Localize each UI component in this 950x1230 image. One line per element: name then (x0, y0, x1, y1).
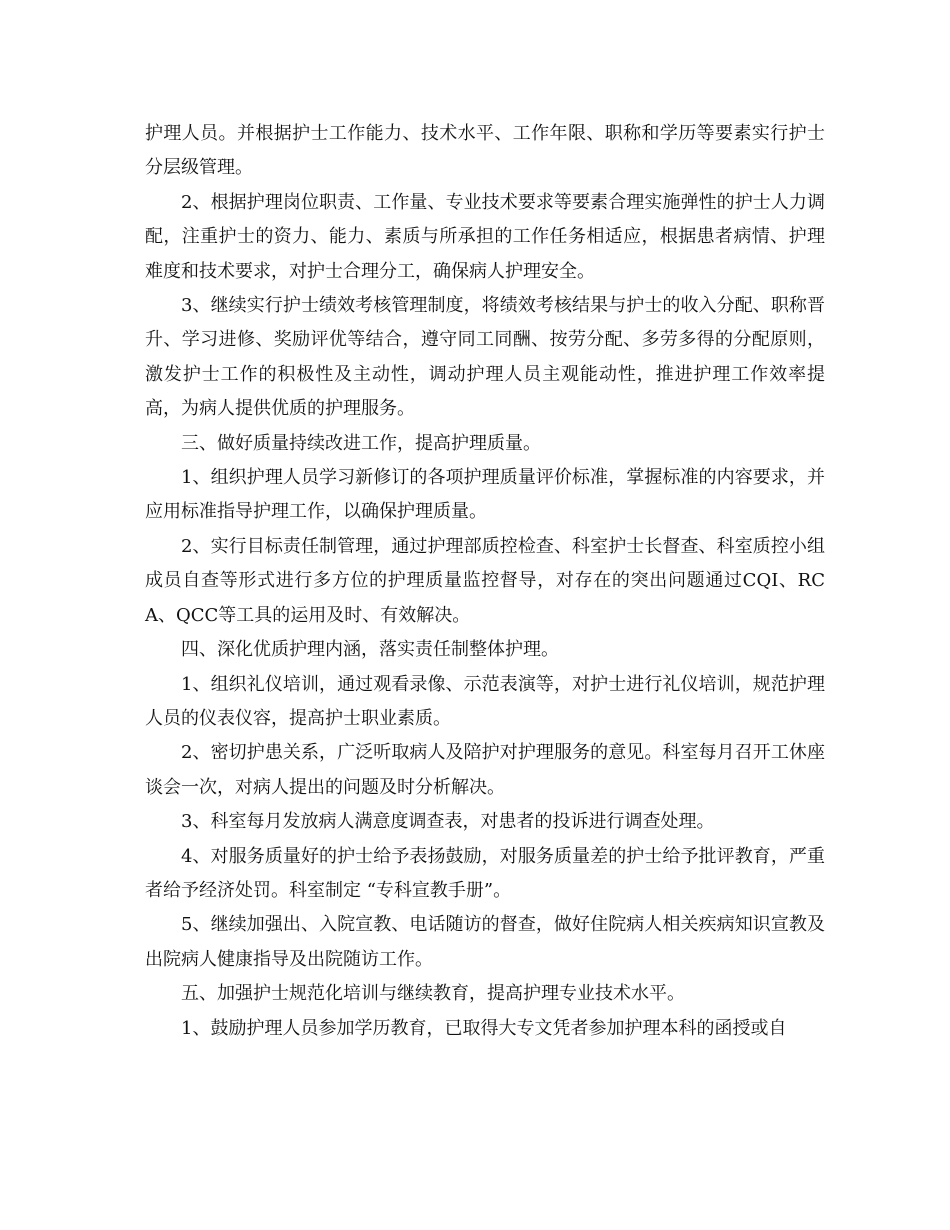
section-heading: 三、做好质量持续改进工作，提高护理质量。 (181, 432, 541, 454)
paragraph: 2、实行目标责任制管理，通过护理部质控检查、科室护士长督查、科室质控小组成员自查等形式进行多方位的护理质量监控督导，对存在的突出问题通过CQI、RCA、QCC等工具的运用及时、有效解决。 (145, 535, 825, 626)
section-heading: 四、深化优质护理内涵，落实责任制整体护理。 (181, 639, 559, 661)
paragraph: 1、组织礼仪培训，通过观看录像、示范表演等，对护士进行礼仪培训，规范护理人员的仪表仪容，提高护士职业素质。 (145, 673, 825, 729)
paragraph: 4、对服务质量好的护士给予表扬鼓励，对服务质量差的护士给予批评教育，严重者给予经济处罚。科室制定 “专科宣教手册”。 (145, 845, 825, 901)
paragraph: 2、根据护理岗位职责、工作量、专业技术要求等要素合理实施弹性的护士人力调配，注重护士的资力、能力、素质与所承担的工作任务相适应，根据患者病情、护理难度和技术要求，对护士合理分工，确保病人护理安全。 (145, 191, 825, 282)
paragraph: 2、密切护患关系，广泛听取病人及陪护对护理服务的意见。科室每月召开工休座谈会一次，对病人提出的问题及时分析解决。 (145, 742, 825, 798)
paragraph: 护理人员。并根据护士工作能力、技术水平、工作年限、职称和学历等要素实行护士分层级管理。 (145, 123, 825, 179)
paragraph: 1、鼓励护理人员参加学历教育，已取得大专文凭者参加护理本科的函授或自 (181, 1017, 787, 1039)
paragraph: 3、继续实行护士绩效考核管理制度，将绩效考核结果与护士的收入分配、职称晋升、学习进修、奖励评优等结合，遵守同工同酬、按劳分配、多劳多得的分配原则，激发护士工作的积极性及主动性，调动护理人员主观能动性，推进护理工作效率提高，为病人提供优质的护理服务。 (145, 295, 825, 420)
section-heading: 五、加强护士规范化培训与继续教育，提高护理专业技术水平。 (181, 983, 685, 1005)
paragraph: 1、组织护理人员学习新修订的各项护理质量评价标准，掌握标准的内容要求，并应用标准指导护理工作，以确保护理质量。 (145, 467, 825, 523)
paragraph: 3、科室每月发放病人满意度调查表，对患者的投诉进行调查处理。 (181, 811, 715, 833)
document-body (145, 117, 825, 1046)
paragraph: 5、继续加强出、入院宣教、电话随访的督查，做好住院病人相关疾病知识宣教及出院病人健康指导及出院随访工作。 (145, 914, 825, 970)
